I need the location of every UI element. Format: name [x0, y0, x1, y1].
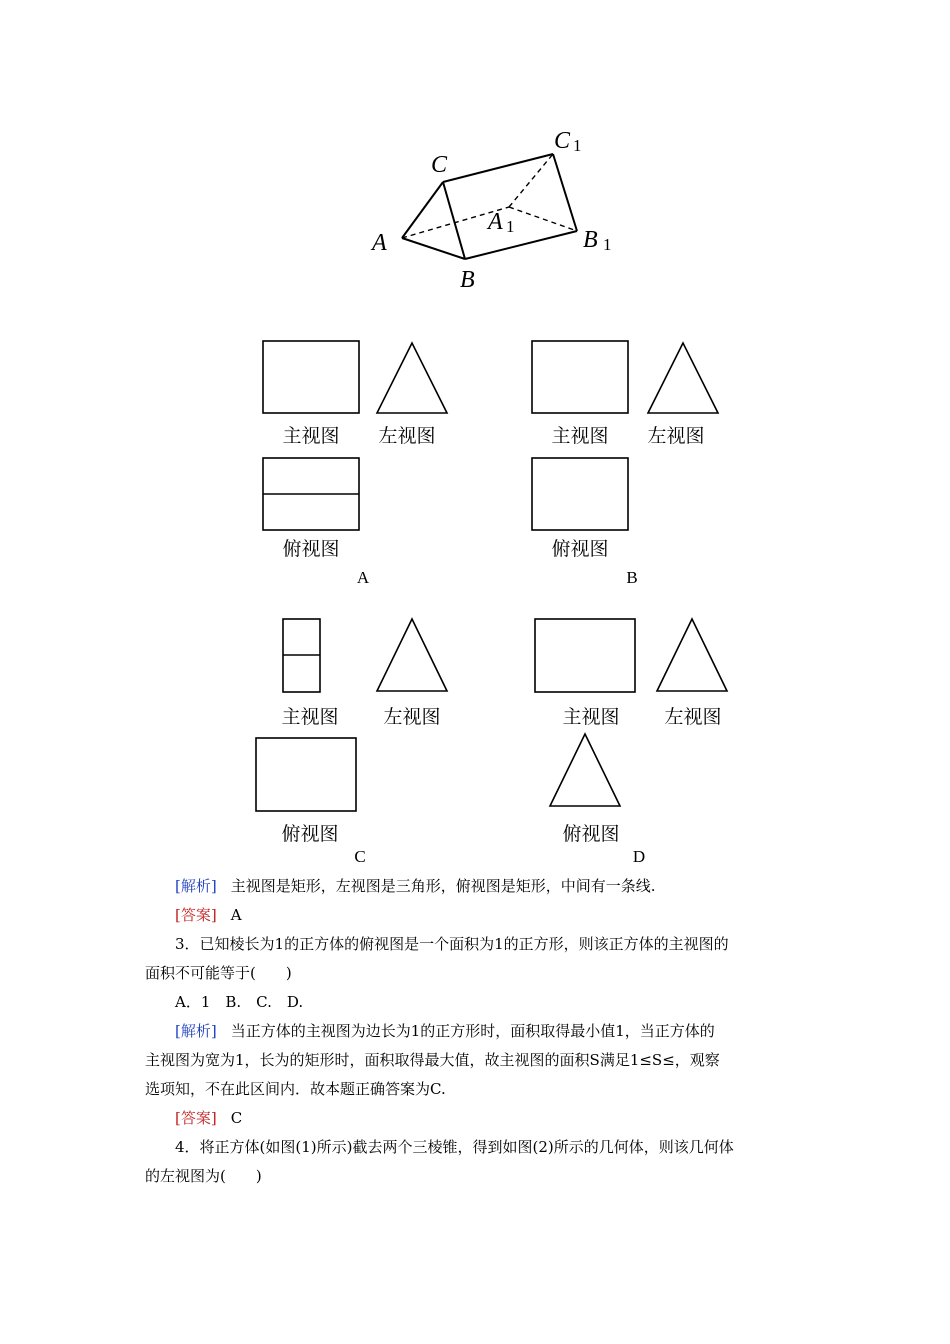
option-c-front-label: 主视图 — [281, 706, 339, 728]
q2-analysis-tag: [解析] — [175, 877, 217, 895]
edge-c1-b1 — [553, 154, 577, 231]
option-d-label: D — [632, 847, 646, 866]
option-c-top-label: 俯视图 — [281, 823, 339, 845]
label-b: B — [460, 267, 475, 293]
label-c: C — [431, 152, 448, 178]
q3-answer-text: C — [230, 1109, 243, 1127]
edge-b-b1 — [465, 231, 577, 259]
hidden-edge-a1-c1 — [509, 154, 553, 207]
edge-a-b — [402, 238, 465, 259]
label-b1: B — [583, 227, 598, 253]
option-b-side-triangle — [648, 343, 718, 413]
q4-stem-line1: 4．将正方体(如图(1)所示)截去两个三棱锥，得到如图(2)所示的几何体，则该几何体 — [175, 1138, 734, 1156]
edge-c-a — [402, 182, 443, 238]
label-a1-sub: 1 — [506, 217, 515, 236]
q3-analysis-text: 当正方体的主视图为边长为1的正方形时，面积取得最小值1，当正方体的 — [230, 1022, 715, 1040]
option-a-front-rect — [263, 341, 359, 413]
q4-stem-line2: 的左视图为( ) — [145, 1167, 262, 1185]
option-a-front-label: 主视图 — [282, 425, 340, 447]
q3-stem-line1: 3．已知棱长为1的正方体的俯视图是一个面积为1的正方形，则该正方体的主视图的 — [175, 935, 729, 953]
option-a-side-label: 左视图 — [378, 425, 436, 447]
q2-answer-text: A — [230, 906, 242, 924]
label-a: A — [372, 230, 387, 256]
q2-answer — [145, 901, 817, 930]
option-c-side-triangle — [377, 619, 447, 691]
q2-answer-tag: [答案] — [175, 906, 217, 924]
prism-figure — [402, 154, 577, 259]
q3-analysis-tag: [解析] — [175, 1022, 217, 1040]
label-c1-sub: 1 — [573, 136, 582, 155]
option-c-side-label: 左视图 — [383, 706, 441, 728]
q3-answer-tag: [答案] — [175, 1109, 217, 1127]
edge-c-c1 — [443, 154, 553, 182]
label-a1: A — [488, 209, 503, 235]
hidden-edge-a1-b1 — [509, 207, 577, 231]
option-a-top-label: 俯视图 — [282, 538, 340, 560]
option-b-top-rect — [532, 458, 628, 530]
q3-analysis-line1 — [145, 1017, 817, 1046]
q3-choices: A．1 B. C. D. — [175, 993, 304, 1011]
option-d-side-triangle — [657, 619, 727, 691]
edge-c-b — [443, 182, 465, 259]
option-a-side-triangle — [377, 343, 447, 413]
text-body — [145, 872, 817, 1191]
option-b-label: B — [626, 568, 638, 587]
option-b-top-label: 俯视图 — [551, 538, 609, 560]
label-c1: C — [554, 128, 571, 154]
option-d-front-rect — [535, 619, 635, 692]
option-c-top-rect — [256, 738, 356, 811]
option-b-front-rect — [532, 341, 628, 413]
q2-analysis — [145, 872, 817, 901]
q3-analysis-line3: 选项知，不在此区间内．故本题正确答案为C. — [145, 1080, 446, 1098]
option-d-side-label: 左视图 — [664, 706, 722, 728]
option-b-side-label: 左视图 — [647, 425, 705, 447]
q3-answer — [145, 1104, 817, 1133]
q3-stem-line2: 面积不可能等于( ) — [145, 964, 292, 982]
option-d-front-label: 主视图 — [562, 706, 620, 728]
option-c-label: C — [354, 847, 366, 866]
q3-analysis-line2: 主视图为宽为1，长为的矩形时，面积取得最大值，故主视图的面积S满足1≤S≤，观察 — [145, 1051, 720, 1069]
option-d-top-triangle — [550, 734, 620, 806]
option-a-label: A — [356, 568, 370, 587]
option-d-top-label: 俯视图 — [562, 823, 620, 845]
option-b-front-label: 主视图 — [551, 425, 609, 447]
label-b1-sub: 1 — [603, 235, 612, 254]
q2-analysis-text: 主视图是矩形，左视图是三角形，俯视图是矩形，中间有一条线. — [230, 877, 656, 895]
